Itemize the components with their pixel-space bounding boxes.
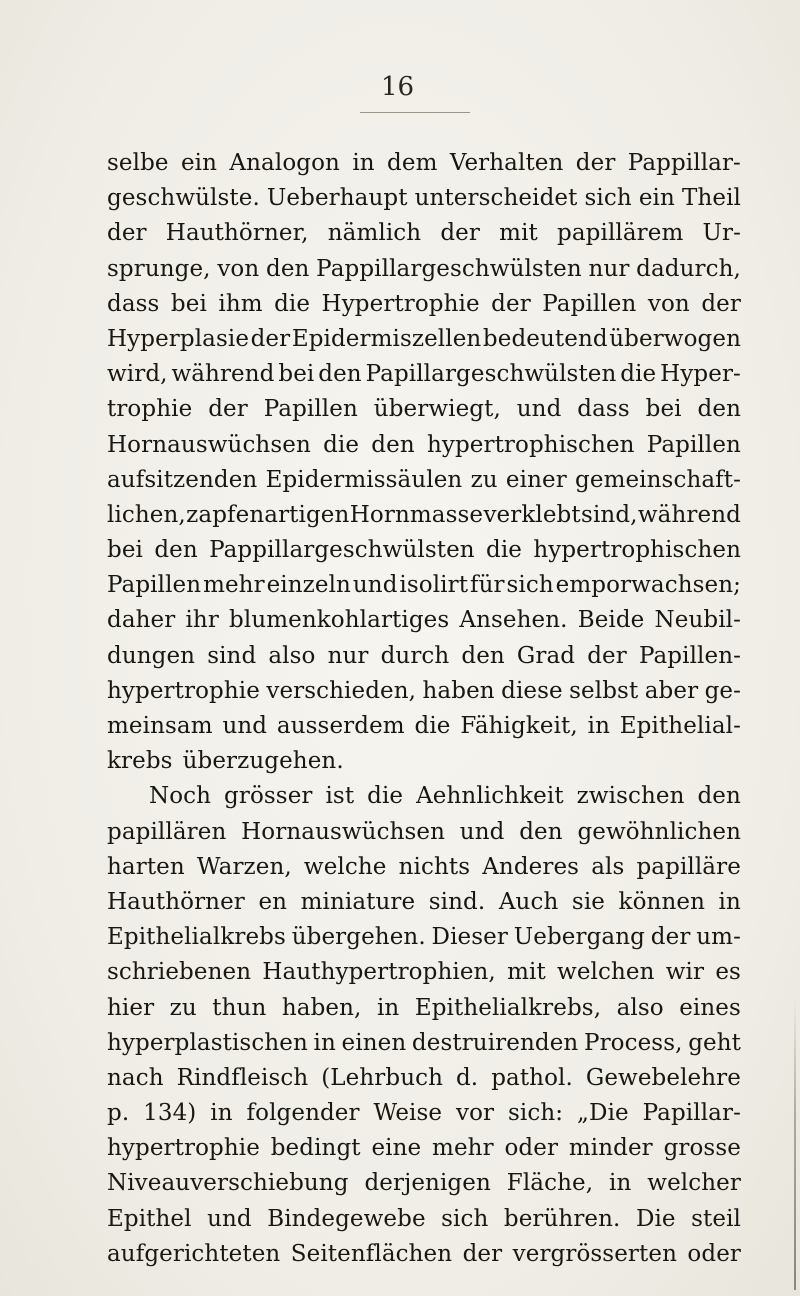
word: Papillen — [646, 431, 741, 458]
word: der — [491, 290, 531, 317]
word: der — [208, 396, 248, 423]
word: die — [414, 713, 451, 739]
word: die — [274, 290, 311, 317]
text-line — [107, 709, 741, 744]
word: ihm — [218, 290, 263, 317]
word: trophie — [107, 396, 193, 423]
word: Epithelialkrebs, — [414, 994, 602, 1021]
word: vergrösserten — [512, 1240, 677, 1267]
text-line — [107, 850, 741, 885]
word: lichen, — [107, 501, 186, 528]
text-line — [107, 392, 741, 427]
text-line — [107, 955, 741, 990]
word: Neubil- — [654, 607, 741, 634]
word: sprunge, — [107, 255, 211, 282]
word: Verhalten — [449, 150, 564, 176]
text-line — [107, 428, 741, 463]
word: hier — [107, 994, 155, 1021]
word: also — [616, 994, 664, 1021]
word: für — [469, 572, 505, 599]
word: bedeutend — [482, 325, 608, 352]
word: der — [701, 290, 741, 317]
word: Hornauswüchsen — [241, 818, 446, 845]
text-line — [107, 1026, 741, 1061]
word: minder — [568, 1135, 653, 1162]
word: bedingt — [270, 1135, 361, 1162]
word: Papillen — [107, 572, 202, 599]
word: Hypertrophie — [321, 290, 480, 317]
word: Niveauverschiebung — [107, 1170, 349, 1197]
word: durch — [380, 642, 450, 669]
word: bei — [278, 361, 315, 388]
text-line — [107, 463, 741, 498]
word: dem — [387, 150, 438, 176]
word: gemeinschaft- — [575, 466, 741, 493]
header-rule — [360, 112, 470, 113]
word: dass — [577, 396, 630, 423]
word: geschwülste. — [107, 185, 260, 212]
word: einen — [341, 1029, 407, 1056]
word: sind, — [581, 501, 638, 528]
word: Papillen — [542, 290, 637, 317]
word: während — [637, 501, 741, 528]
word: einer — [505, 466, 567, 493]
word: in — [376, 994, 400, 1021]
word: Uebergang — [513, 924, 645, 951]
word: verschieden, — [266, 677, 417, 704]
word: in — [609, 1170, 632, 1197]
word: den — [266, 255, 310, 282]
word: Hornmasse — [349, 501, 484, 528]
word: ist — [325, 783, 355, 810]
text-line — [107, 216, 741, 251]
word: die — [486, 537, 523, 564]
word: derjenigen — [364, 1170, 491, 1197]
word: Papillen — [263, 396, 358, 423]
text-line — [107, 533, 741, 568]
word: den — [154, 537, 198, 564]
word: Pappillar- — [627, 150, 741, 176]
word: übergehen. — [291, 924, 426, 951]
word: en — [258, 888, 288, 915]
word: Rindfleisch — [176, 1064, 309, 1091]
word: überwogen — [609, 325, 741, 352]
text-line — [107, 674, 741, 709]
word: hyperplastischen — [107, 1029, 308, 1056]
word: zu — [470, 466, 498, 493]
text-line — [107, 498, 741, 533]
word: diese — [501, 677, 563, 704]
word: Hauthörner, — [165, 220, 309, 247]
word: der — [440, 220, 480, 247]
word: in — [352, 150, 375, 176]
word: und — [207, 1205, 252, 1232]
word: nach — [107, 1064, 164, 1091]
word: Theil — [682, 185, 741, 212]
word: Process, — [584, 1029, 683, 1056]
word: Papillar- — [642, 1100, 741, 1127]
word: in — [210, 1100, 233, 1127]
word: Analogon — [229, 150, 340, 176]
word: p. — [107, 1100, 130, 1127]
word: eines — [679, 994, 741, 1021]
word: zapfenartigen — [186, 501, 350, 528]
word: sich — [441, 1205, 489, 1232]
word: Epidermiszellen — [291, 325, 482, 352]
word: krebs — [107, 748, 173, 775]
word: die — [367, 783, 404, 810]
word: den — [519, 818, 563, 845]
word: in — [313, 1029, 336, 1056]
text-line — [107, 1202, 741, 1237]
word: welcher — [647, 1170, 741, 1197]
word: Seitenflächen — [290, 1240, 453, 1267]
word: Hyperplasie — [107, 325, 250, 352]
word: Pappillargeschwülsten — [209, 537, 475, 564]
word: gewöhnlichen — [577, 818, 741, 845]
word: verklebt — [483, 501, 581, 528]
word: Epithelialkrebs — [107, 924, 286, 951]
word: nichts — [398, 853, 471, 880]
word: wir — [665, 959, 705, 986]
word: überzugehen. — [182, 748, 344, 775]
word: überwiegt, — [373, 396, 501, 423]
word: können — [618, 888, 705, 915]
word: Bindegewebe — [267, 1205, 426, 1232]
text-line — [107, 322, 741, 357]
word: dadurch, — [636, 255, 741, 282]
word: während — [171, 361, 275, 388]
word: aufsitzenden — [107, 466, 258, 493]
word: papillären — [107, 818, 227, 845]
word: sind — [207, 642, 257, 669]
word: Ansehen. — [459, 607, 568, 634]
word: um- — [696, 924, 741, 951]
word: Die — [635, 1205, 676, 1232]
word: ein — [638, 185, 675, 212]
word: thun — [212, 994, 267, 1021]
word: ein — [180, 150, 218, 176]
word: sind. — [428, 888, 486, 915]
word: der — [462, 1240, 503, 1267]
word: Hornauswüchsen — [107, 431, 311, 458]
text-line — [107, 815, 741, 850]
word: Hauthörner — [107, 888, 245, 915]
word: blumenkohlartiges — [229, 607, 450, 634]
word: bei — [645, 396, 682, 423]
word: welchen — [557, 959, 655, 986]
word: haben — [422, 677, 495, 704]
word: sie — [571, 888, 605, 915]
word: der — [250, 325, 291, 352]
word: dungen — [107, 642, 196, 669]
word: sich — [584, 185, 632, 212]
word: ausserdem — [276, 713, 405, 739]
word: mehr — [203, 572, 265, 599]
word: und — [352, 572, 398, 599]
word: unterscheidet — [414, 185, 578, 212]
word: harten — [107, 853, 185, 880]
word: Ueberhaupt — [266, 185, 408, 212]
word: hypertrophie — [107, 1135, 260, 1162]
text-line — [107, 920, 741, 955]
word: Papillargeschwülsten — [365, 361, 617, 388]
word: ihr — [185, 607, 219, 634]
word: Gewebelehre — [585, 1064, 741, 1091]
word: den — [461, 642, 505, 669]
text-line — [107, 287, 741, 322]
word: hypertrophie — [107, 677, 260, 704]
word: den — [697, 396, 741, 423]
word: sich — [506, 572, 554, 599]
text-line — [107, 357, 741, 392]
text-line — [107, 991, 741, 1026]
word: selbe — [107, 150, 169, 176]
word: Papillen- — [638, 642, 741, 669]
word: welche — [303, 853, 387, 880]
text-line — [107, 146, 741, 181]
word: pathol. — [491, 1064, 573, 1091]
word: Hyper- — [660, 361, 741, 388]
word: papillärem — [557, 220, 684, 247]
word: mit — [499, 220, 538, 247]
word: der — [575, 150, 616, 176]
word: Fähigkeit, — [460, 713, 578, 739]
word: Epithelial- — [619, 713, 741, 739]
text-line — [107, 568, 741, 603]
word: Pappillargeschwülsten — [316, 255, 582, 282]
word: isolirt — [399, 572, 469, 599]
word: Warzen, — [196, 853, 292, 880]
word: nur — [327, 642, 369, 669]
word: hypertrophischen — [533, 537, 741, 564]
word: steil — [691, 1205, 741, 1232]
text-line — [107, 1096, 741, 1131]
word: und — [459, 818, 505, 845]
word: „Die — [577, 1100, 629, 1127]
word: von — [647, 290, 690, 317]
word: bei — [170, 290, 207, 317]
word: nämlich — [327, 220, 422, 247]
word: folgender — [246, 1100, 360, 1127]
word: miniature — [300, 888, 416, 915]
word: berühren. — [503, 1205, 621, 1232]
word: Ur- — [702, 220, 741, 247]
word: (Lehrbuch — [321, 1064, 444, 1091]
page-edge-shadow — [794, 1000, 796, 1290]
word: d. — [455, 1064, 479, 1091]
word: von — [217, 255, 260, 282]
body-text — [107, 146, 741, 1272]
text-line-paragraph-start — [107, 779, 741, 814]
text-line — [107, 1237, 741, 1272]
word: den — [371, 431, 415, 458]
text-line — [107, 639, 741, 674]
word: grösser — [224, 783, 313, 810]
word: vor — [456, 1100, 495, 1127]
word: Weise — [373, 1100, 443, 1127]
word: oder — [504, 1135, 559, 1162]
word: Epithel — [107, 1205, 192, 1232]
word: den — [318, 361, 362, 388]
word: daher — [107, 607, 176, 634]
word: Anderes — [482, 853, 580, 880]
word: wird, — [107, 361, 168, 388]
word: Beide — [577, 607, 645, 634]
text-line — [107, 885, 741, 920]
word: Hauthypertrophien, — [262, 959, 496, 986]
word: 134) — [143, 1100, 197, 1127]
word: zwischen — [576, 783, 685, 810]
word: nur — [588, 255, 630, 282]
word: mit — [507, 959, 546, 986]
word: und — [516, 396, 562, 423]
word: Dieser — [431, 924, 508, 951]
word: Auch — [498, 888, 559, 915]
text-line — [107, 1061, 741, 1096]
word: sich: — [508, 1100, 564, 1127]
word: in — [587, 713, 610, 739]
word: es — [715, 959, 741, 986]
word: bei — [107, 537, 143, 564]
word: aufgerichteten — [107, 1240, 281, 1267]
text-line — [107, 252, 741, 287]
text-line — [107, 181, 741, 216]
word: in — [718, 888, 741, 915]
word: eine — [371, 1135, 422, 1162]
word: geht — [688, 1029, 741, 1056]
word: aber — [644, 677, 699, 704]
word: emporwachsen; — [555, 572, 741, 599]
word: der — [587, 642, 627, 669]
word: haben, — [281, 994, 362, 1021]
word: Epidermissäulen — [265, 466, 463, 493]
word: Fläche, — [506, 1170, 594, 1197]
word: selbst — [569, 677, 639, 704]
text-line — [107, 603, 741, 638]
word: schriebenen — [107, 959, 252, 986]
word: Aehnlichkeit — [416, 783, 564, 810]
word: der — [650, 924, 691, 951]
word: Noch — [149, 783, 212, 810]
word: der — [107, 220, 147, 247]
word: meinsam — [107, 713, 213, 739]
word: als — [591, 853, 625, 880]
word: destruirenden — [411, 1029, 579, 1056]
word: ge- — [704, 677, 741, 704]
word: mehr — [432, 1135, 494, 1162]
text-line-paragraph-end — [107, 744, 741, 779]
word: Grad — [516, 642, 576, 669]
word: also — [268, 642, 316, 669]
word: die — [323, 431, 360, 458]
word: grosse — [663, 1135, 741, 1162]
word: dass — [107, 290, 160, 317]
word: und — [222, 713, 268, 739]
word: papilläre — [636, 853, 741, 880]
word: hypertrophischen — [426, 431, 635, 458]
word: einzeln — [266, 572, 351, 599]
text-line — [107, 1131, 741, 1166]
word: zu — [169, 994, 197, 1021]
word: oder — [687, 1240, 741, 1267]
word: den — [697, 783, 741, 810]
text-line — [107, 1166, 741, 1201]
word: die — [620, 361, 657, 388]
page-number: 16 — [381, 72, 415, 102]
